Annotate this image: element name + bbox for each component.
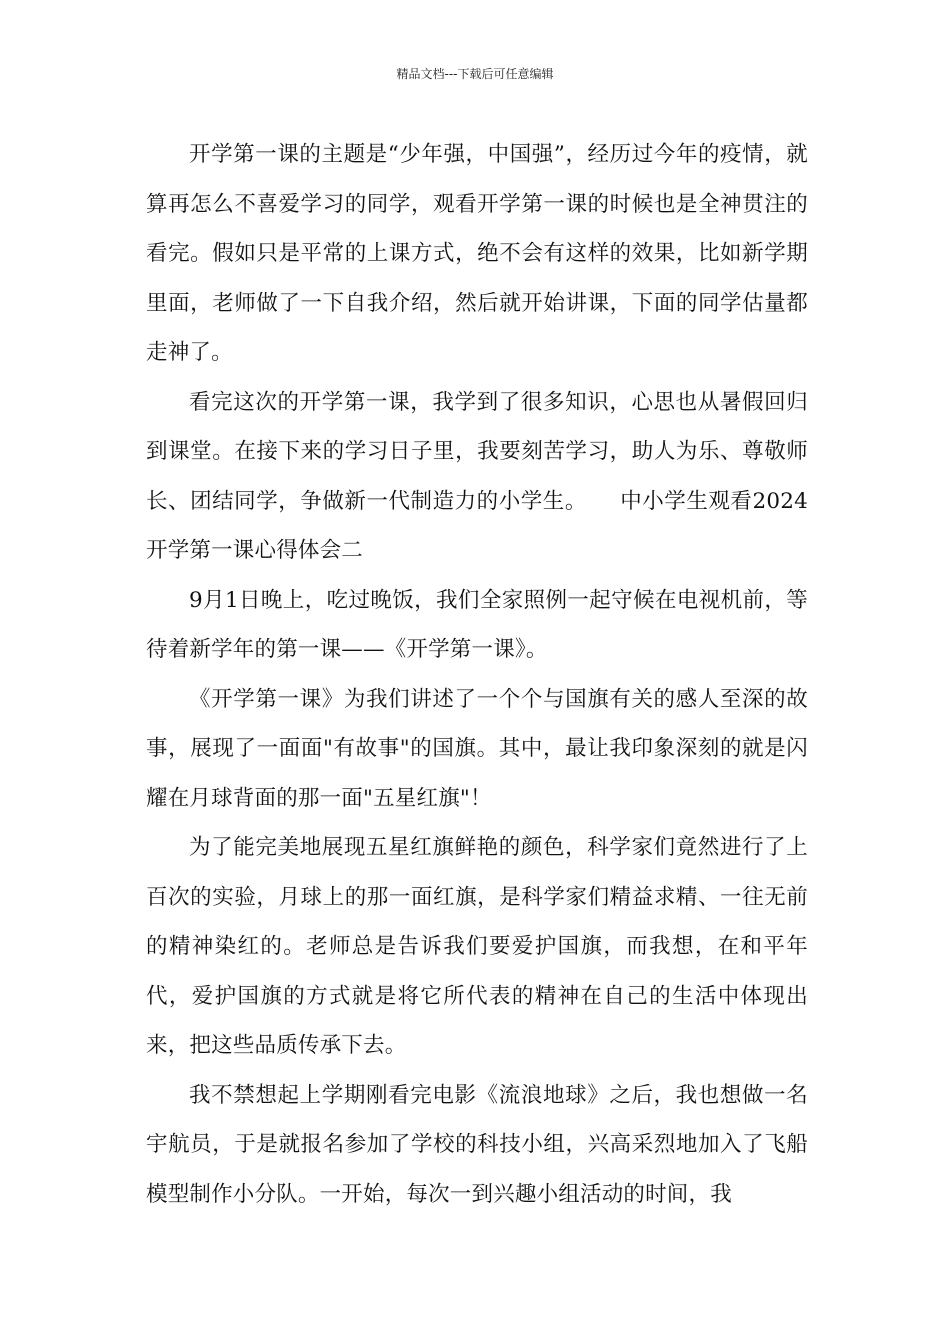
paragraph-2: 看完这次的开学第一课，我学到了很多知识，心思也从暑假回归到课堂。在接下来的学习日子里，我要刻苦学习，助人为乐、尊敬师长、团结同学，争做新一代制造力的小学生。 中小学生观看2024开学第一课心得体会二 <box>146 389 808 563</box>
paragraph-3: 9月1日晚上，吃过晚饭，我们全家照例一起守候在电视机前，等待着新学年的第一课——《开学第一课》。 <box>146 587 808 662</box>
document-body <box>146 130 808 1219</box>
paragraph-6: 我不禁想起上学期刚看完电影《流浪地球》之后，我也想做一名宇航员，于是就报名参加了学校的科技小组，兴高采烈地加入了飞船模型制作小分队。一开始，每次一到兴趣小组活动的时间，我 <box>146 1082 808 1207</box>
page-header: 精品文档---下载后可任意编辑 <box>396 67 554 81</box>
paragraph-1: 开学第一课的主题是“少年强，中国强”，经历过今年的疫情，就算再怎么不喜爱学习的同学，观看开学第一课的时候也是全神贯注的看完。假如只是平常的上课方式，绝不会有这样的效果，比如新学期里面，老师做了一下自我介绍，然后就开始讲课，下面的同学估量都走神了。 <box>146 142 808 365</box>
paragraph-5: 为了能完美地展现五星红旗鲜艳的颜色，科学家们竟然进行了上百次的实验，月球上的那一面红旗，是科学家们精益求精、一往无前的精神染红的。老师总是告诉我们要爱护国旗，而我想，在和平年代，爱护国旗的方式就是将它所代表的精神在自己的生活中体现出来，把这些品质传承下去。 <box>146 835 808 1058</box>
paragraph-4: 《开学第一课》为我们讲述了一个个与国旗有关的感人至深的故事，展现了一面面"有故事"的国旗。其中，最让我印象深刻的就是闪耀在月球背面的那一面"五星红旗"！ <box>146 686 808 811</box>
